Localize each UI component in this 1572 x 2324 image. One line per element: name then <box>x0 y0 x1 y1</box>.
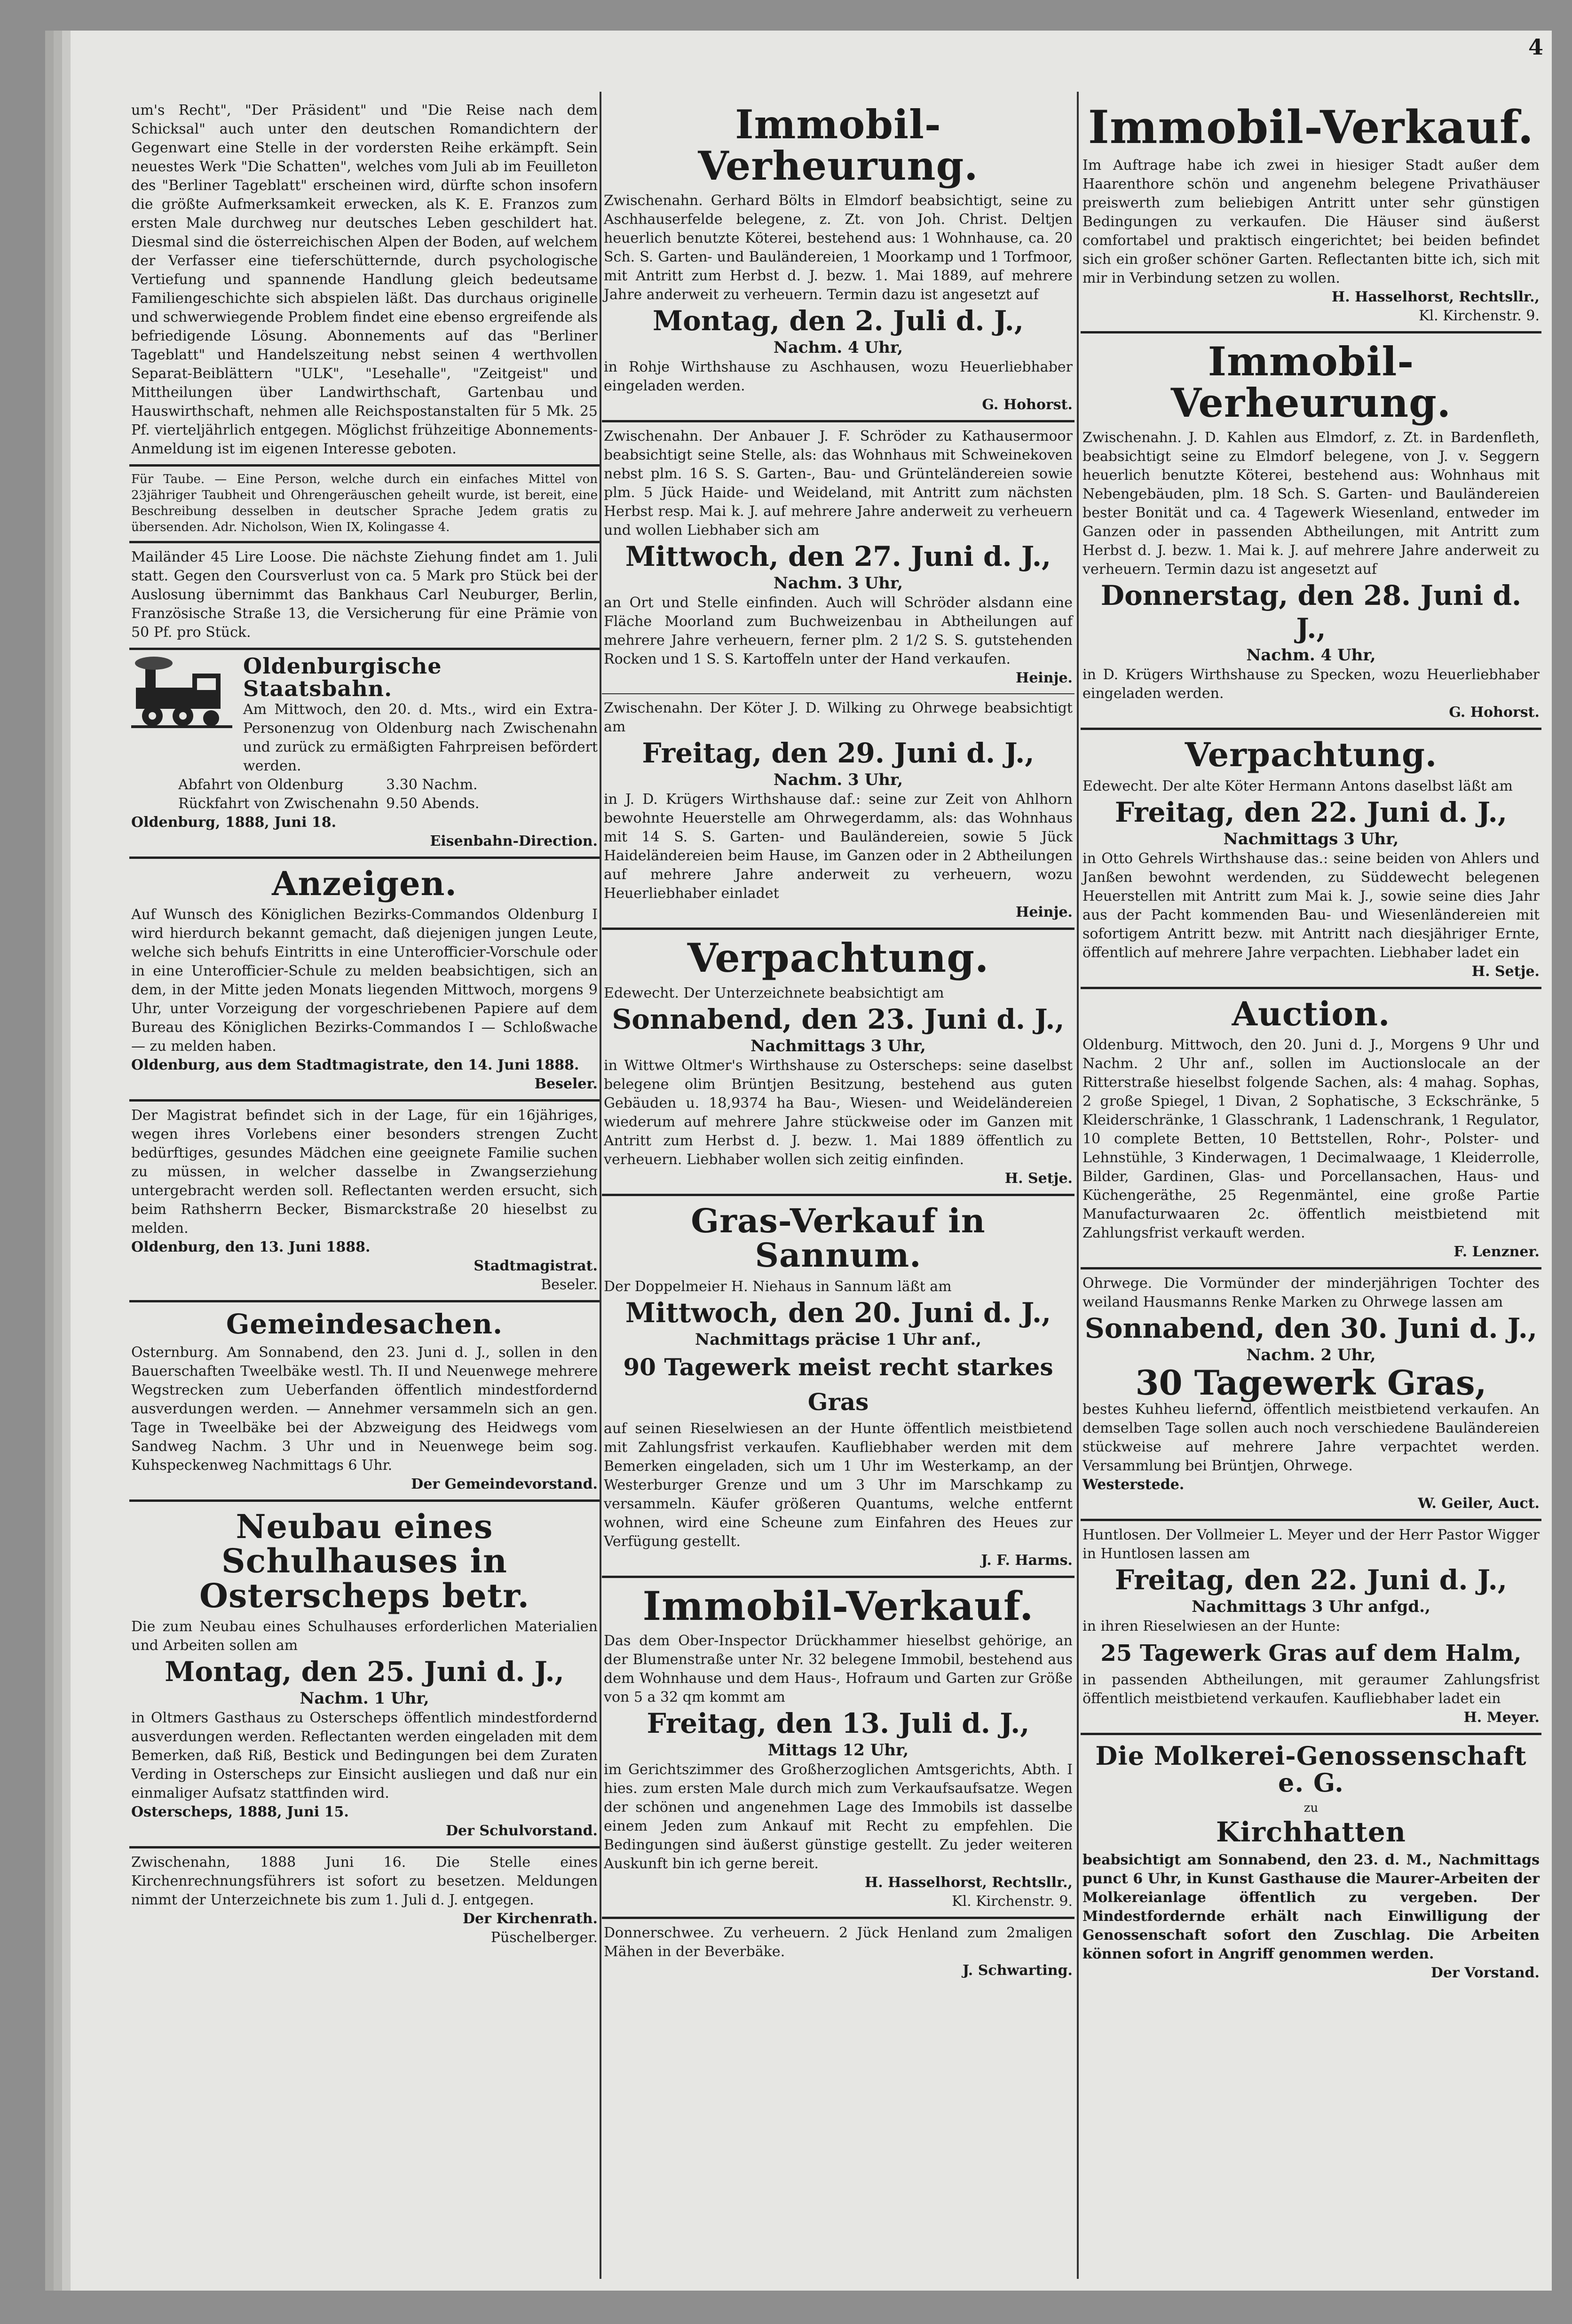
ad-signature-address: Kl. Kirchenstr. 9. <box>1419 307 1540 324</box>
ad-title: Die Molkerei-Genossenschaft e. G. <box>1095 1741 1527 1798</box>
ad-title: Immobil-Verkauf. <box>1088 101 1534 154</box>
departure-label: Abfahrt von Oldenburg <box>178 776 344 793</box>
ad-signature: H. Setje. <box>1471 963 1540 980</box>
ad-immobil-verkauf-haarenthor <box>1081 96 1541 333</box>
anzeigen-title: Anzeigen. <box>272 864 457 903</box>
ad-signature: J. F. Harms. <box>981 1552 1073 1569</box>
ad-date: Freitag, den 29. Juni d. J., <box>642 737 1035 769</box>
ad-date: Freitag, den 22. Juni d. J., <box>1114 796 1508 828</box>
column-rule <box>600 92 601 2279</box>
newspaper-page <box>71 31 1552 2291</box>
column-right <box>1081 96 1541 2279</box>
ad-text: Oldenburg. Mittwoch, den 20. Juni d. J., Morgens 9 Uhr und Nachm. 2 Uhr anf., sollen im Auctionslocale an der Ritterstraße hieselbst folgende Sachen, als: 4 mahag. Sophas, 2 große Spiegel, 1 Divan, 2 Sophatische, 3 Eckschränke, 5 Kleiderschränke, 1 Glasschrank, 1 Ladenschrank, 1 Regulator, 10 complete Betten, 10 Bettstellen, Rohr-, Polster- und Lehnstühle, 3 Kinderwagen, 1 Decimalwaage, 1 Kleiderrolle, Bilder, Gardinen, Glas- und Porcellansachen, Haus- und Küchengeräthe, 25 Regenmäntel, eine große Partie Manufacturwaaren 2c. öffentlich meistbietend mit Zahlungsfrist verkauft werden. <box>1082 1037 1540 1242</box>
ad-place: Westerstede. <box>1082 1476 1185 1493</box>
ad-immobil-verkauf-drueckhammer <box>602 1578 1074 1919</box>
neubau-text-2: in Oltmers Gasthaus zu Osterscheps öffentlich mindestfordernd ausverdungen werden. Reflectanten werden eingeladen mit dem Bemerken, daß Riß, Bestick und Bedingungen bei dem Zuraten Verding in Osterscheps zur Einsicht ausliegen und daß nur ein einmaliger Aufsatz stattfinden wird. <box>131 1710 598 1802</box>
ad-headline: 90 Tagewerk meist recht starkes Gras <box>623 1353 1053 1416</box>
ad-time: Nachmittags 3 Uhr anfgd., <box>1192 1597 1430 1617</box>
neubau-title: Neubau eines Schulhauses in Osterscheps betr. <box>199 1507 529 1615</box>
ad-text: Edewecht. Der alte Köter Hermann Antons daselbst läßt am <box>1082 777 1513 794</box>
staatsbahn-text: Am Mittwoch, den 20. d. Mts., wird ein Extra-Personenzug von Oldenburg nach Zwischenahn und zurück zu ermäßigten Fahrpreisen befördert werden. <box>243 701 598 774</box>
neubau-time: Nachm. 1 Uhr, <box>300 1689 429 1708</box>
ad-headline: 30 Tagewerk Gras, <box>1135 1363 1487 1403</box>
ad-title: Auction. <box>1232 994 1390 1033</box>
gemeinde-signature: Der Gemeindevorstand. <box>411 1475 598 1492</box>
ad-text: Donnerschwee. Zu verheuern. 2 Jück Henland zum 2maligen Mähen in der Beverbäke. <box>604 1924 1073 1960</box>
ad-signature: H. Hasselhorst, Rechtsllr., <box>864 1874 1073 1891</box>
ad-zu: zu <box>1303 1801 1319 1815</box>
ad-text-2: im Gerichtszimmer des Großherzoglichen Amtsgerichts, Abth. I hies. zum ersten Male durch mich zum Verkaufsaufsatze. Wegen der schönen und angenehmen Lage des Immobils ist dasselbe einem Jeden zum Ankauf mit Recht zu empfehlen. Die Bedingungen sind äußerst günstige gestellt. Zu jeder weiteren Auskunft bin ich gerne bereit. <box>604 1761 1073 1872</box>
locomotive-icon <box>131 655 235 730</box>
ad-date: Sonnabend, den 30. Juni d. J., <box>1084 1312 1538 1345</box>
ad-kirchenrath <box>129 1848 600 1953</box>
ad-time: Nachm. 4 Uhr, <box>773 338 903 357</box>
ad-date: Freitag, den 22. Juni d. J., <box>1114 1564 1508 1596</box>
ad-text: Mailänder 45 Lire Loose. Die nächste Ziehung findet am 1. Juli statt. Gegen den Coursverlust von ca. 5 Mark pro Stück bei der Auslosung übernimmt das Bankhaus Carl Neuburger, Berlin, Französische Straße 13, die Versicherung für eine Prämie von 50 Pf. pro Stück. <box>131 549 598 641</box>
gemeinde-title: Gemeindesachen. <box>226 1308 503 1340</box>
neubau-signature: Der Schulvorstand. <box>446 1823 598 1840</box>
ad-text-2: auf seinen Rieselwiesen an der Hunte öffentlich meistbietend mit Zahlungsfrist verkaufen. Kaufliebhaber werden mit dem Bemerken eingeladen, sich um 1 Uhr im Westerkamp, an der Westerburger Grenze und um 3 Uhr im Marschkamp zu versammeln. Käufer größeren Quantums, welche entfernt wohnen, wird eine Scheune zum Einfahren des Heues zur Verfügung gestellt. <box>604 1420 1073 1550</box>
ad-signature: G. Hohorst. <box>982 397 1073 413</box>
ad-taube <box>129 467 600 543</box>
ad-title: Immobil-Verheurung. <box>698 101 979 190</box>
staatsbahn-date: Oldenburg, 1888, Juni 18. <box>131 814 337 831</box>
neubau-date: Montag, den 25. Juni d. J., <box>165 1656 564 1688</box>
ad-text: Das dem Ober-Inspector Drückhammer hieselbst gehörige, an der Blumenstraße unter Nr. 32 belegene Immobil, bestehend aus dem Wohnhause und dem Haus-, Hofraum und Garten zur Größe von 5 a 32 qm kommt am <box>604 1632 1073 1705</box>
ad-title: Immobil-Verkauf. <box>642 1582 1034 1629</box>
ad-text: Zwischenahn. Gerhard Bölts in Elmdorf beabsichtigt, seine zu Aschhauserfelde belegene, z. Zt. von Joh. Christ. Deltjen heuerlich benutzte Köterei, bestehend aus: 1 Wohnhause, ca. 20 Sch. S. Garten- und Bauländereien, 1 Moorkamp und 1 Torfmoor, mit Antritt zum Herbst d. J. bezw. 1. Mai 1889, auf mehrere Jahre anderweit zu verheuern. Termin dazu ist angesetzt auf <box>604 192 1073 303</box>
ad-date: Donnerstag, den 28. Juni d. J., <box>1100 579 1522 645</box>
magistrat-text: Der Magistrat befindet sich in der Lage, für ein 16jähriges, wegen ihres Vorlebens einer besonders strengen Zucht bedürftiges, gesundes Mädchen eine geeignete Familie suchen zu müssen, in welcher dasselbe in Zwangserziehung untergebracht werden soll. Reflectanten werden ersucht, sich beim Rathsherrn Becker, Bismarckstraße 20 hieselbst zu melden. <box>131 1107 598 1237</box>
ad-text: Edewecht. Der Unterzeichnete beabsichtigt am <box>604 984 944 1001</box>
page-number: 4 <box>1528 34 1543 60</box>
ad-huntlosen <box>1081 1521 1541 1735</box>
staatsbahn-signature: Eisenbahn-Direction. <box>430 833 598 849</box>
ad-time: Nachm. 2 Uhr, <box>1246 1346 1376 1365</box>
ad-loose <box>129 543 600 650</box>
magistrat-date: Oldenburg, den 13. Juni 1888. <box>131 1239 371 1256</box>
ad-title: Verpachtung. <box>687 935 989 982</box>
ad-schroeder <box>602 422 1074 694</box>
magistrat-signature-name: Beseler. <box>541 1277 598 1293</box>
ad-text: Der Doppelmeier H. Niehaus in Sannum läßt am <box>604 1278 952 1295</box>
ad-text-2: in Rohje Wirthshause zu Aschhausen, wozu Heuerliebhaber eingeladen werden. <box>604 359 1073 395</box>
ad-text-2: in Wittwe Oltmer's Wirthshause zu Osterscheps: seine daselbst belegene olim Brüntjen Besitzung, bestehend aus guten Gebäuden u. 18,9374 ha Bau-, Wiesen- und Weideländereien wiederum auf mehrere Jahre stückweise oder im Ganzen mit Antritt zum Herbst d. J. bezw. 1. Mai 1889 öffentlich zu verheuern. Liebhaber wollen sich zeitig einfinden. <box>604 1057 1073 1168</box>
ad-magistrat <box>129 1102 600 1302</box>
ad-title: Immobil-Verheurung. <box>1170 338 1452 426</box>
return-time: 9.50 Abends. <box>386 795 480 812</box>
ad-time: Nachmittags 3 Uhr, <box>1223 829 1399 849</box>
departure-time: 3.30 Nachm. <box>386 776 478 793</box>
ad-time: Nachm. 3 Uhr, <box>773 574 903 593</box>
ad-text: Zwischenahn. J. D. Kahlen aus Elmdorf, z. Zt. in Bardenfleth, beabsichtigt seine zu Elmdorf belegene, von J. v. Seggern heuerlich benutzte Köterei, bestehend aus: Wohnhaus mit Nebengebäuden, plm. 18 Sch. S. Garten- und Bauländereien bester Bonität und ca. 4 Tagewerk Wiesenland, entweder im Ganzen oder in passenden Abtheilungen, mit Antritt zum Herbst d. J. bezw. 1. Mai k. J. auf mehrere Jahre anderweit zu verheuern. Termin dazu ist angesetzt auf <box>1082 429 1540 578</box>
ad-title: Gras-Verkauf in Sannum. <box>691 1201 986 1275</box>
ad-verheurung-kahlen <box>1081 333 1541 730</box>
ad-headline: 25 Tagewerk Gras auf dem Halm, <box>1100 1640 1522 1667</box>
anzeigen-text: Auf Wunsch des Königlichen Bezirks-Commandos Oldenburg I wird hierdurch bekannt gemacht, daß diejenigen jungen Leute, welche sich behufs Eintritts in eine Unterofficier-Vorschule oder in eine Unterofficier-Schule zu melden beabsichtigen, sich an dem, in der Mitte jeden Monats liegenden Mittwoch, morgens 9 Uhr, unter Vorzeigung der vorgeschriebenen Papiere auf dem Bureau des Königlichen Bezirks-Commandos I — Schloßwache — zu melden haben. <box>131 906 598 1055</box>
ad-signature: H. Setje. <box>1004 1170 1073 1187</box>
ad-text-3: in passenden Abtheilungen, mit geraumer Zahlungsfrist öffentlich meistbietend verkaufen. Kaufliebhaber ladet ein <box>1082 1672 1540 1707</box>
ad-verheurung-boelts <box>602 96 1074 422</box>
ad-date: Mittwoch, den 20. Juni d. J., <box>625 1296 1051 1329</box>
train-notice-body <box>243 655 598 776</box>
ad-anzeigen <box>129 859 600 1102</box>
ad-text: Huntlosen. Der Vollmeier L. Meyer und der Herr Pastor Wigger in Huntlosen lassen am <box>1082 1527 1540 1563</box>
ad-place-title: Kirchhatten <box>1216 1816 1406 1848</box>
ad-text-2: in Otto Gehrels Wirthshause das.: seine beiden von Ahlers und Janßen bewohnt werdenden, zu Süddewecht belegenen Heuerstellen mit Antritt zum Mai k. J., sowie seine dies Jahr aus der Pacht kommenden Bau- und Wiesenländereien mit sofortigem Antritt bezw. mit Antritt nach diesjähriger Ernte, öffentlich auf mehrere Jahre verpachten. Liebhaber ladet ein <box>1082 850 1540 961</box>
ad-auction <box>1081 989 1541 1270</box>
ad-gras-sannum <box>602 1196 1074 1578</box>
return-label: Rückfahrt von Zwischenahn <box>178 795 379 812</box>
article-berliner-tageblatt <box>129 96 600 467</box>
kirche-signature: Der Kirchenrath. <box>463 1911 598 1927</box>
gemeinde-text: Osternburg. Am Sonnabend, den 23. Juni d. J., sollen in den Bauerschaften Tweelbäke westl. Th. II und Neuenwege mehrere Wegstrecken zum Ueberfanden öffentlich mindestfordernd ausverdungen werden. — Annehmer versammeln sich an gen. Tage in Tweelbäke bei der Abzweigung des Heidwegs vom Sandweg Nachm. 3 Uhr und in Neuenwege beim sog. Kuhspeckenweg Nachmittags 6 Uhr. <box>131 1344 598 1474</box>
ad-text-2: bestes Kuhheu liefernd, öffentlich meistbietend verkaufen. An demselben Tage sollen auch noch verschiedene Bauländereien stückweise auf mehrere Jahre verpachtet werden. Versammlung bei Brüntjen, Ohrwege. <box>1082 1401 1540 1475</box>
ad-signature: Heinje. <box>1015 670 1073 687</box>
ad-time: Mittags 12 Uhr, <box>767 1740 909 1760</box>
ad-signature: W. Geiler, Auct. <box>1418 1495 1540 1512</box>
ad-neubau <box>129 1502 600 1849</box>
train-notice <box>131 655 598 776</box>
ad-text: Für Taube. — Eine Person, welche durch ein einfaches Mittel von 23jähriger Taubheit und Ohrengeräuschen geheilt wurde, ist bereit, eine Beschreibung desselben in deutscher Sprache Jedem gratis zu übersenden. Adr. Nicholson, Wien IX, Kolingasse 4. <box>131 472 598 534</box>
kirche-signature-name: Püschelberger. <box>490 1929 598 1946</box>
ad-signature: H. Meyer. <box>1463 1709 1540 1726</box>
anzeigen-date: Oldenburg, aus dem Stadtmagistrate, den 14. Juni 1888. <box>131 1057 579 1074</box>
ad-signature: Heinje. <box>1015 904 1073 921</box>
ad-text-2: in ihren Rieselwiesen an der Hunte: <box>1082 1618 1341 1635</box>
ad-text: Zwischenahn. Der Köter J. D. Wilking zu Ohrwege beabsichtigt am <box>604 700 1073 736</box>
anzeigen-signature: Beseler. <box>534 1076 598 1093</box>
ad-schwarting <box>602 1919 1074 1986</box>
ad-title: Verpachtung. <box>1185 735 1438 775</box>
ad-wilking <box>602 694 1074 930</box>
ad-molkerei <box>1081 1735 1541 1988</box>
column-rule <box>1077 92 1079 2279</box>
ad-time: Nachmittags präcise 1 Uhr anf., <box>695 1330 981 1349</box>
ad-text: Ohrwege. Die Vormünder der minderjährigen Tochter des weiland Hausmanns Renke Marken zu Ohrwege lassen am <box>1082 1275 1540 1311</box>
ad-signature-address: Kl. Kirchenstr. 9. <box>952 1893 1073 1910</box>
ad-time: Nachmittags 3 Uhr, <box>750 1036 926 1055</box>
ad-text: Im Auftrage habe ich zwei in hiesiger Stadt außer dem Haarenthore schön und angenehm belegene Privathäuser preiswerth zum beliebigen Antritt unter sehr günstigen Bedingungen zu verkaufen. Die Häuser sind äußerst comfortabel und praktisch eingerichtet; bei beiden befindet sich ein großer schöner Garten. Reflectanten bitte ich, sich mit mir in Verbindung setzen zu wollen. <box>1082 157 1540 286</box>
article-text: um's Recht", "Der Präsident" und "Die Reise nach dem Schicksal" auch unter den deutschen Romandichtern der Gegenwart eine Stelle in der vordersten Reihe erkämpft. Sein neuestes Werk "Die Schatten", welches vom Juli ab im Feuilleton des "Berliner Tageblatt" erscheinen wird, dürfte schon insofern die größte Aufmerksamkeit erwecken, als K. E. Franzos zum ersten Male durchweg nur deutsches Leben geschildert hat. Diesmal sind die österreichischen Alpen der Boden, auf welchem der Verfasser eine tieferschütternde, durch psychologische Vertiefung und spannende Handlung gleich bedeutsame Familiengeschichte sich abspielen läßt. Das durchaus originelle und schwerwiegende Problem findet eine ebenso ergreifende als befriedigende Lösung. Abonnements auf das "Berliner Tageblatt" und Handelszeitung nebst seinen 4 werthvollen Separat-Beiblättern "ULK", "Lesehalle", "Zeitgeist" und Mittheilungen über Landwirthschaft, Gartenbau und Hauswirthschaft, nehmen alle Reichspostanstalten für 5 Mk. 25 Pf. vierteljährlich entgegen. Möglichst frühzeitige Abonnements-Anmeldung ist im eigenen Interesse geboten. <box>131 102 598 457</box>
neubau-place: Osterscheps, 1888, Juni 15. <box>131 1804 349 1821</box>
column-left <box>129 96 600 2279</box>
ad-text-2: in D. Krügers Wirthshause zu Specken, wozu Heuerliebhaber eingeladen werden. <box>1082 666 1540 702</box>
ad-time: Nachm. 4 Uhr, <box>1246 646 1376 665</box>
ad-text: beabsichtigt am Sonnabend, den 23. d. M., Nachmittags punct 6 Uhr, in Kunst Gasthause die Maurer-Arbeiten der Molkereianlage öffentlich zu vergeben. Der Mindestfordernde erhält nach Einwilligung der Genossenschaft sofort den Zuschlag. Die Arbeiten können sofort in Angriff genommen werden. <box>1082 1852 1540 1963</box>
magistrat-signature: Stadtmagistrat. <box>474 1258 598 1275</box>
ad-date: Sonnabend, den 23. Juni d. J., <box>612 1003 1065 1035</box>
ad-text: Zwischenahn. Der Anbauer J. F. Schröder zu Kathausermoor beabsichtigt seine Stelle, als: das Wohnhaus mit Schweinekoven nebst plm. 16 S. S. Garten-, Bau- und Grünteländereien sowie plm. 5 Jück Haide- und Weideland, mit Antritt zum nächsten Herbst resp. Mai k. J. auf mehrere Jahre anderweit zu verheuern und wollen Liebhaber sich am <box>604 428 1073 539</box>
ad-gemeindesachen <box>129 1302 600 1502</box>
neubau-text: Die zum Neubau eines Schulhauses erforderlichen Materialien und Arbeiten sollen am <box>131 1618 598 1654</box>
column-middle <box>602 96 1074 2279</box>
ad-staatsbahn <box>129 650 600 859</box>
ad-signature: J. Schwarting. <box>962 1962 1073 1979</box>
ad-text-2: an Ort und Stelle einfinden. Auch will Schröder alsdann eine Fläche Moorland zum Buchweizenbau in Abtheilungen auf mehrere Jahre verheuern, ferner plm. 2 1/2 S. S. gutstehenden Rocken und 1 S. S. Kartoffeln unter der Hand verkaufen. <box>604 595 1073 668</box>
ad-verpachtung-antons <box>1081 730 1541 989</box>
ad-ohrwege-gras <box>1081 1269 1541 1521</box>
ad-verpachtung-edewecht <box>602 930 1074 1196</box>
ad-date: Mittwoch, den 27. Juni d. J., <box>625 540 1051 573</box>
ad-date: Montag, den 2. Juli d. J., <box>652 305 1024 337</box>
ad-time: Nachm. 3 Uhr, <box>773 770 903 790</box>
ad-text-2: in J. D. Krügers Wirthshause daf.: seine zur Zeit von Ahlhorn bewohnte Heuerstelle am Ohrwegerdamm, als: das Wohnhaus mit 14 S. S. Garten- und Bauländereien, sowie 5 Jück Haideländereien beim Hause, im Ganzen oder in 2 Abtheilungen auf mehrere Jahre anderweit zu verheuern, wozu Heuerliebhaber einladet <box>604 791 1073 902</box>
kirche-text: Zwischenahn, 1888 Juni 16. Die Stelle eines Kirchenrechnungsführers ist sofort zu besetzen. Meldungen nimmt der Unterzeichnete bis zum 1. Juli d. J. entgegen. <box>131 1854 598 1909</box>
ad-date: Freitag, den 13. Juli d. J., <box>647 1707 1030 1739</box>
ad-signature: G. Hohorst. <box>1449 704 1540 721</box>
ad-signature: F. Lenzner. <box>1454 1244 1540 1261</box>
ad-signature: Der Vorstand. <box>1430 1965 1540 1982</box>
timetable <box>131 776 598 813</box>
staatsbahn-title: Oldenburgische Staatsbahn. <box>243 653 442 702</box>
ad-signature: H. Hasselhorst, Rechtsllr., <box>1331 288 1540 305</box>
